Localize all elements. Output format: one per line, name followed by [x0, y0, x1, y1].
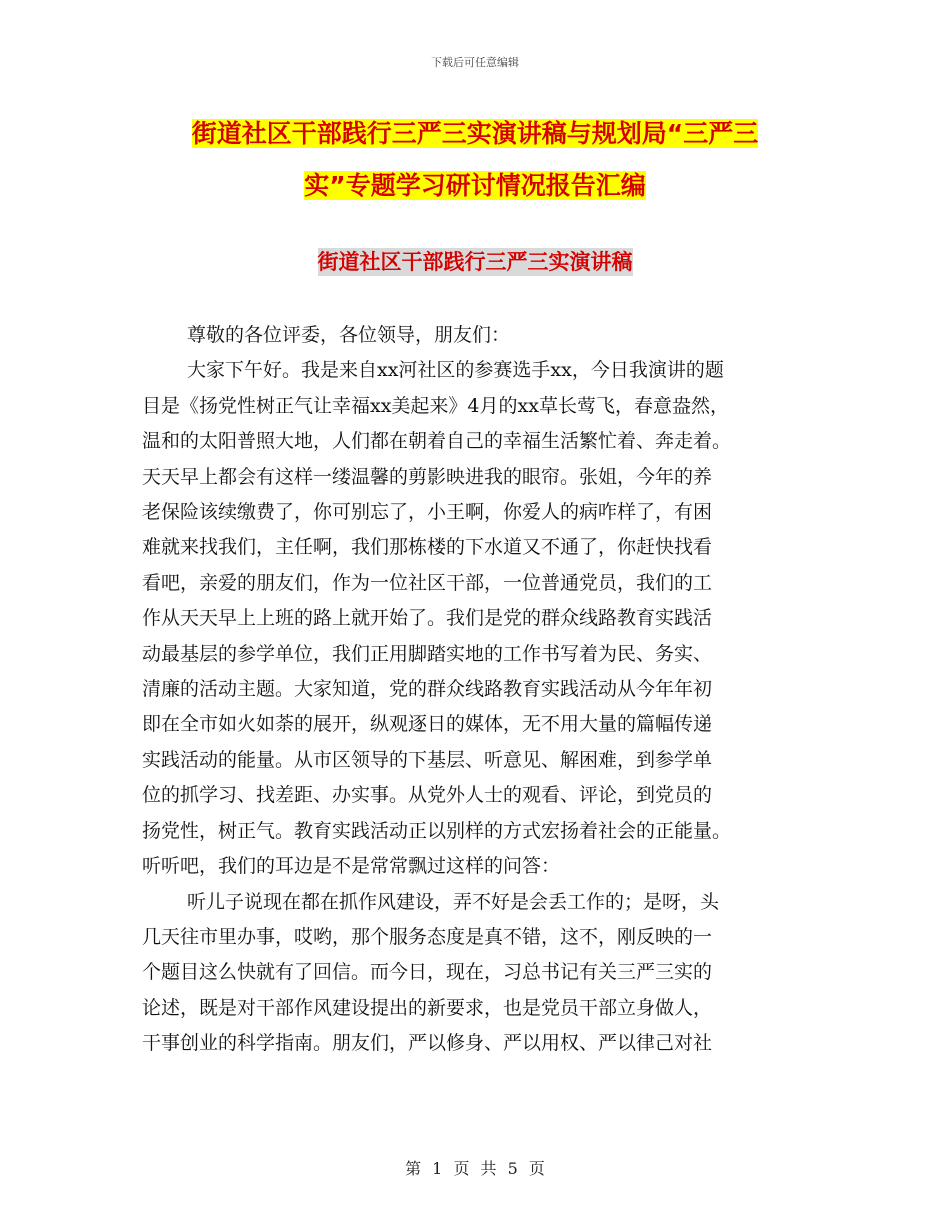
body-line: 扬党性，树正气。教育实践活动正以别样的方式宏扬着社会的正能量。 [142, 819, 732, 842]
body-line: 干事创业的科学指南。朋友们，严以修身、严以用权、严以律己对社 [142, 1032, 713, 1055]
body-line: 大家下午好。我是来自xx河社区的参赛选手xx，今日我演讲的题 [187, 359, 724, 382]
body-line: 实践活动的能量。从市区领导的下基层、听意见、解困难，到参学单 [142, 748, 713, 771]
section-title-text: 街道社区干部践行三严三实演讲稿 [317, 250, 633, 274]
body-line: 看吧，亲爱的朋友们，作为一位社区干部，一位普通党员，我们的工 [142, 571, 713, 594]
section-title [0, 246, 950, 276]
body-line: 听听吧，我们的耳边是不是常常飘过这样的问答： [142, 855, 561, 878]
body-line: 难就来找我们，主任啊，我们那栋楼的下水道又不通了，你赶快找看 [142, 536, 713, 559]
body-line: 目是《扬党性树正气让幸福xx美起来》4月的xx草长莺飞，春意盎然， [142, 394, 729, 417]
body-line: 清廉的活动主题。大家知道，党的群众线路教育实践活动从今年年初 [142, 678, 713, 701]
body-line: 温和的太阳普照大地，人们都在朝着自己的幸福生活繁忙着、奔走着。 [142, 430, 732, 453]
body-line: 位的抓学习、找差距、办实事。从党外人士的观看、评论，到党员的 [142, 784, 713, 807]
body-line: 尊敬的各位评委，各位领导，朋友们： [187, 324, 511, 346]
document-title-line-2: 实”专题学习研讨情况报告汇编 [304, 171, 646, 200]
body-line: 动最基层的参学单位，我们正用脚踏实地的工作书写着为民、务实、 [142, 642, 713, 665]
document-title [140, 108, 810, 212]
body-line: 老保险该续缴费了，你可别忘了，小王啊，你爱人的病咋样了，有困 [142, 501, 713, 524]
body-text [142, 318, 812, 1062]
body-line: 论述，既是对干部作风建设提出的新要求，也是党员干部立身做人， [142, 996, 713, 1019]
header-note: 下载后可任意编辑 [431, 56, 519, 69]
document-title-line-1: 街道社区干部践行三严三实演讲稿与规划局“三严三 [191, 119, 759, 148]
page-footer: 第 1 页 共 5 页 [405, 1159, 545, 1178]
body-line: 即在全市如火如荼的展开，纵观逐日的媒体，无不用大量的篇幅传递 [142, 713, 713, 736]
body-line: 作从天天早上上班的路上就开始了。我们是党的群众线路教育实践活 [142, 607, 713, 630]
body-line: 听儿子说现在都在抓作风建设，弄不好是会丢工作的；是呀，头 [187, 890, 720, 913]
body-line: 天天早上都会有这样一缕温馨的剪影映进我的眼帘。张姐，今年的养 [142, 465, 713, 488]
body-line: 个题目这么快就有了回信。而今日，现在，习总书记有关三严三实的 [142, 961, 713, 984]
body-line: 几天往市里办事，哎哟，那个服务态度是真不错，这不，刚反映的一 [142, 925, 713, 948]
